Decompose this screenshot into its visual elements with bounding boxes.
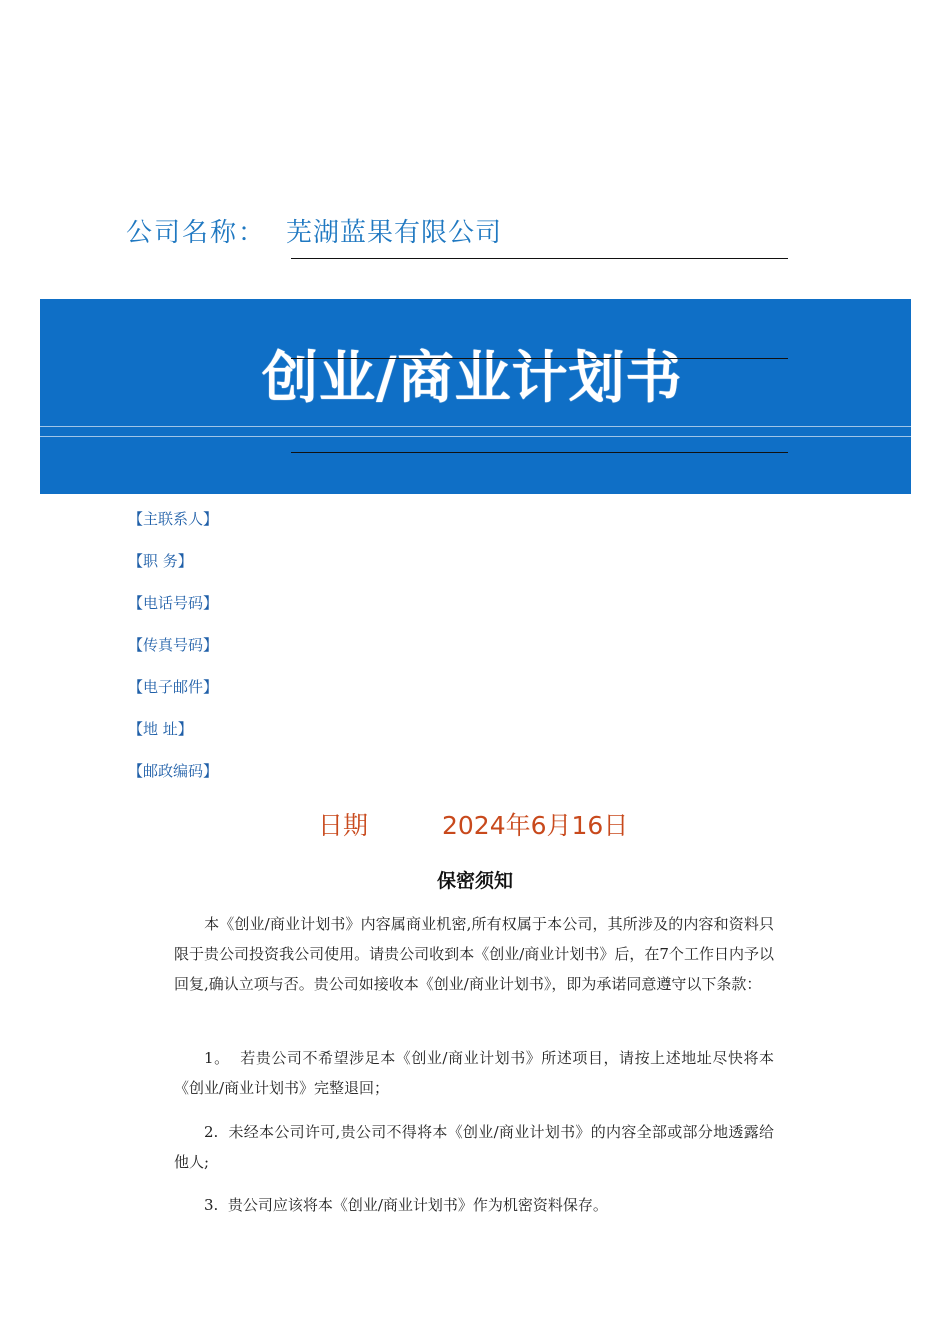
date-value: 2024年6月16日	[442, 811, 629, 840]
date-row	[318, 806, 628, 842]
contact-field-postcode: 【邮政编码】	[128, 762, 219, 780]
notice-item-3	[174, 1190, 774, 1220]
notice-item-text: 若贵公司不希望涉足本《创业/商业计划书》所述项目，请按上述地址尽快将本《创业/商业计划书》完整退回；	[174, 1049, 774, 1097]
contact-field-position	[128, 550, 193, 571]
contact-field-address-label: 【地 址】	[128, 720, 193, 738]
notice-item-1	[174, 1043, 774, 1103]
contact-field-position-label: 【职 务】	[128, 552, 193, 570]
company-name-value: 芜湖蓝果有限公司	[286, 218, 503, 248]
notice-item-number: 3.	[204, 1196, 219, 1214]
company-name-label: 公司名称：	[126, 218, 267, 248]
date-label: 日期	[318, 811, 369, 840]
contact-field-phone: 【电话号码】	[128, 594, 219, 612]
company-name-underline	[291, 258, 788, 259]
contact-field-email: 【电子邮件】	[128, 678, 219, 696]
contact-field-main-contact: 【主联系人】	[128, 510, 219, 528]
banner-underline	[291, 452, 788, 453]
notice-title: 保密须知	[436, 870, 513, 892]
notice-item-text: 贵公司应该将本《创业/商业计划书》作为机密资料保存。	[227, 1196, 608, 1214]
banner-divider-line	[40, 426, 911, 427]
notice-item-number: 2.	[204, 1123, 219, 1141]
notice-intro: 本《创业/商业计划书》内容属商业机密,所有权属于本公司，其所涉及的内容和资料只限于贵公司投资我公司使用。请贵公司收到本《创业/商业计划书》后，在7个工作日内予以回复,确认立项与否。贵公司如接收本《创业/商业计划书》，即为承诺同意遵守以下条款：	[174, 915, 774, 993]
banner-underline	[291, 358, 788, 359]
document-title: 创业/商业计划书	[262, 346, 683, 411]
contact-field-address	[128, 718, 193, 739]
contact-field-fax: 【传真号码】	[128, 636, 219, 654]
notice-item-2	[174, 1117, 774, 1177]
notice-item-text: 未经本公司许可,贵公司不得将本《创业/商业计划书》的内容全部或部分地透露给他人;	[174, 1123, 774, 1171]
notice-item-number: 1。	[204, 1049, 230, 1067]
banner-divider-line	[40, 436, 911, 437]
